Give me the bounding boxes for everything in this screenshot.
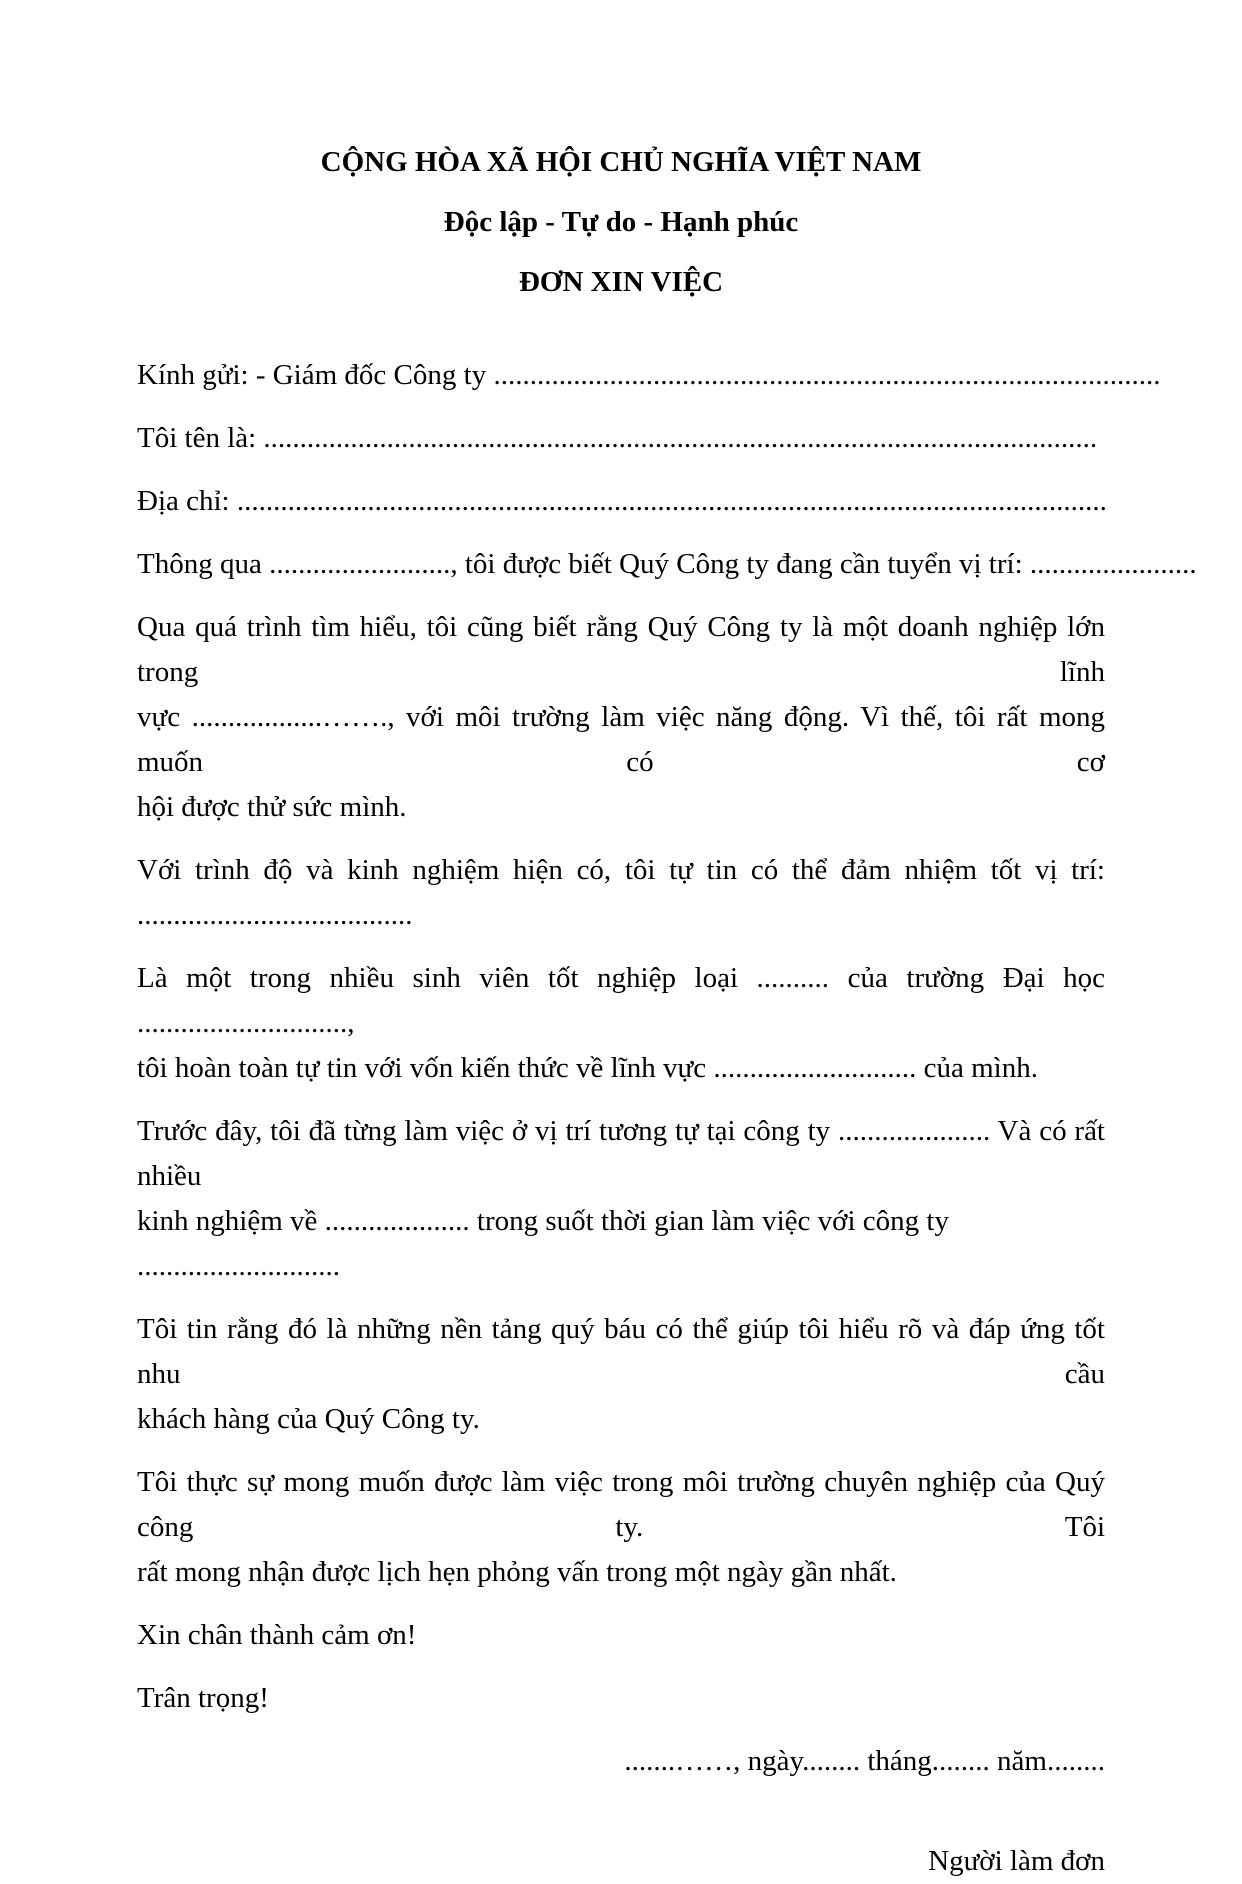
toi-tin-rang bbox=[137, 1307, 1105, 1442]
toi-thuc-su-line-1: Tôi thực sự mong muốn được làm việc trong môi trường chuyên nghiệp của Quý công ty. Tôi bbox=[137, 1466, 1105, 1543]
paragraphs bbox=[137, 353, 1197, 1721]
la-mot-trong-line-2: tôi hoàn toàn tự tin với vốn kiến thức về lĩnh vực ............................ của mình. bbox=[137, 1052, 1038, 1084]
toi-thuc-su-line-2: rất mong nhận được lịch hẹn phỏng vấn trong một ngày gần nhất. bbox=[137, 1556, 897, 1588]
motto: Độc lập - Tự do - Hạnh phúc bbox=[443, 206, 799, 238]
qua-qua-trinh-line-3: hội được thử sức mình. bbox=[137, 791, 407, 823]
kinh-gui-line-1: Kính gửi: - Giám đốc Công ty ............................................................................................ bbox=[137, 359, 1161, 391]
national-title: CỘNG HÒA XÃ HỘI CHỦ NGHĨA VIỆT NAM bbox=[320, 146, 922, 178]
dia-chi-line-1: Địa chỉ: ........................................................................................................................ bbox=[137, 485, 1107, 517]
toi-ten-la bbox=[137, 416, 1105, 461]
tran-trong bbox=[137, 1676, 1105, 1721]
voi-trinh-do bbox=[137, 848, 1105, 938]
date-line: .......……, ngày........ tháng........ năm........ bbox=[624, 1745, 1105, 1777]
toi-tin-rang-line-2: khách hàng của Quý Công ty. bbox=[137, 1403, 480, 1435]
cam-on bbox=[137, 1613, 1105, 1658]
document-title: ĐƠN XIN VIỆC bbox=[518, 266, 724, 298]
truoc-day bbox=[137, 1109, 1105, 1289]
voi-trinh-do-line-1: Với trình độ và kinh nghiệm hiện có, tôi tự tin có thể đảm nhiệm tốt vị trí: bbox=[137, 854, 1105, 886]
la-mot-trong bbox=[137, 956, 1105, 1091]
cam-on-line-1: Xin chân thành cảm ơn! bbox=[137, 1619, 417, 1651]
kinh-gui bbox=[137, 353, 1161, 398]
la-mot-trong-line-1: Là một trong nhiều sinh viên tốt nghiệp loại .......... của trường Đại học ............................., bbox=[137, 962, 1105, 1039]
toi-ten-la-line-1: Tôi tên là: ................................................................................................................... bbox=[137, 422, 1098, 454]
toi-tin-rang-line-1: Tôi tin rằng đó là những nền tảng quý báu có thể giúp tôi hiểu rõ và đáp ứng tốt nhu cầu bbox=[137, 1313, 1105, 1390]
thong-qua-line-1: Thông qua ........................., tôi được biết Quý Công ty đang cần tuyển vị trí: ....................... bbox=[137, 548, 1197, 580]
tran-trong-line-1: Trân trọng! bbox=[137, 1682, 269, 1714]
toi-thuc-su bbox=[137, 1460, 1105, 1595]
qua-qua-trinh-line-1: Qua quá trình tìm hiểu, tôi cũng biết rằng Quý Công ty là một doanh nghiệp lớn trong lĩnh bbox=[137, 611, 1105, 688]
thong-qua bbox=[137, 542, 1197, 587]
qua-qua-trinh-line-2: vực ..................……., với môi trường làm việc năng động. Vì thế, tôi rất mong muốn có cơ bbox=[137, 701, 1105, 778]
voi-trinh-do-line-2: ...................................... bbox=[137, 899, 413, 931]
truoc-day-line-2: kinh nghiệm về .................... trong suốt thời gian làm việc với công ty ............................ bbox=[137, 1205, 949, 1282]
qua-qua-trinh bbox=[137, 605, 1105, 830]
dia-chi bbox=[137, 479, 1105, 524]
signer-label: Người làm đơn bbox=[928, 1845, 1105, 1877]
truoc-day-line-1: Trước đây, tôi đã từng làm việc ở vị trí tương tự tại công ty ..................... Và có rất nhiều bbox=[137, 1115, 1105, 1192]
